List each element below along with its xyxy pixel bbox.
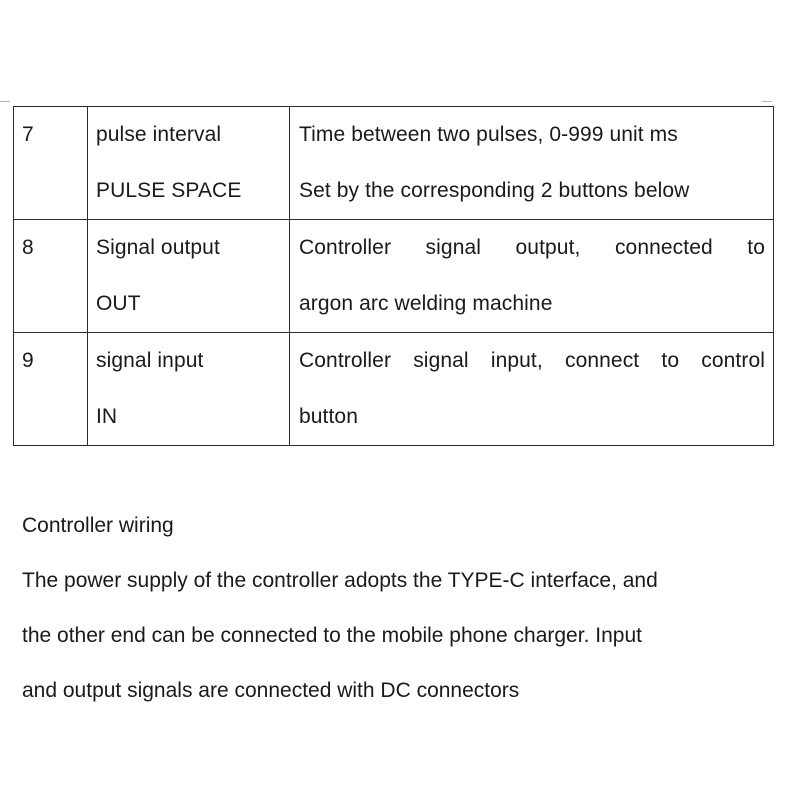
table-row (14, 107, 774, 220)
row-description-line: button (299, 405, 358, 428)
row-number (14, 220, 88, 333)
row-name-line: OUT (96, 292, 141, 315)
controller-wiring-section (22, 498, 772, 718)
section-heading: Controller wiring (22, 514, 174, 537)
row-description (290, 220, 774, 333)
row-name-line: pulse interval (96, 123, 222, 146)
page-margin-mark-left (0, 101, 10, 102)
row-number-text: 9 (22, 349, 34, 372)
row-description-line: Controller signal output, connected to (299, 236, 765, 259)
row-number-text: 8 (22, 236, 34, 259)
row-description-line: argon arc welding machine (299, 292, 553, 315)
row-description (290, 333, 774, 446)
row-number (14, 107, 88, 220)
section-paragraph-line: The power supply of the controller adopts the TYPE-C interface, and (22, 569, 658, 592)
table-row (14, 220, 774, 333)
row-name-line: IN (96, 405, 118, 428)
row-description-line: Controller signal input, connect to control (299, 349, 765, 372)
row-name-line: signal input (96, 349, 204, 372)
row-description (290, 107, 774, 220)
row-name (88, 333, 290, 446)
row-name-line: Signal output (96, 236, 220, 259)
row-name (88, 107, 290, 220)
row-name-line: PULSE SPACE (96, 179, 242, 202)
row-name (88, 220, 290, 333)
page-margin-mark-right (762, 101, 772, 102)
spec-table (13, 106, 774, 446)
row-description-line: Time between two pulses, 0-999 unit ms (299, 123, 678, 146)
table-row (14, 333, 774, 446)
row-description-line: Set by the corresponding 2 buttons below (299, 179, 690, 202)
row-number (14, 333, 88, 446)
row-number-text: 7 (22, 123, 34, 146)
section-paragraph-line: the other end can be connected to the mobile phone charger. Input (22, 624, 642, 647)
section-paragraph-line: and output signals are connected with DC connectors (22, 679, 520, 702)
